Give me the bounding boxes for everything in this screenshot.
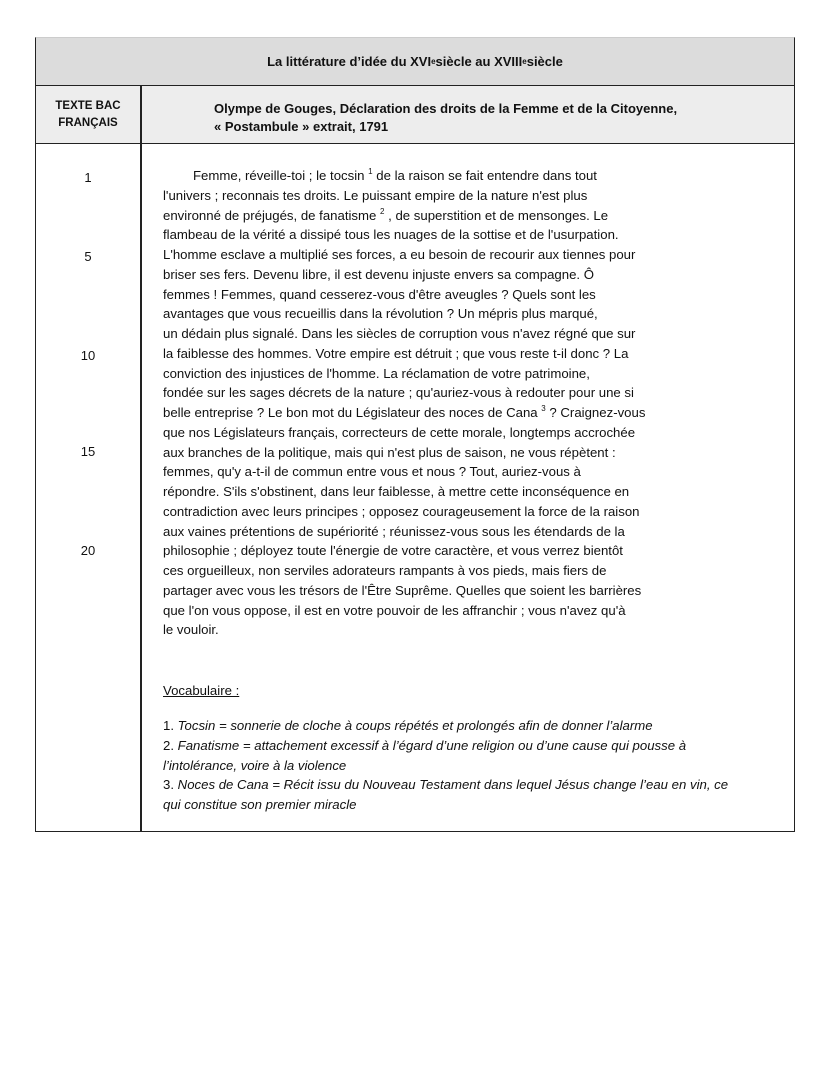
footnote-ref: 1 (368, 167, 373, 176)
footnote-ref: 3 (541, 404, 546, 413)
column-divider (140, 86, 142, 831)
vocabulary-item (163, 775, 783, 795)
line-number: 15 (80, 444, 96, 459)
reference-line-1: Olympe de Gouges, Déclaration des droits de la Femme et de la Citoyenne, (214, 101, 678, 116)
excerpt-line: conviction des injustices de l'homme. La réclamation de votre patrimoine, (163, 365, 590, 381)
vocabulary-definition: Tocsin = sonnerie de cloche à coups répétés et prolongés afin de donner l’alarme (177, 718, 653, 733)
excerpt-line: un dédain plus signalé. Dans les siècles de corruption vous n'avez régné que sur (163, 326, 636, 341)
line-number: 10 (80, 348, 96, 363)
excerpt-line: fondée sur les sages décrets de la nature ; qu'auriez-vous à redouter pour une si (163, 385, 634, 401)
document-table (35, 37, 795, 832)
excerpt-line: l'univers ; reconnais tes droits. Le puissant empire de la nature n'est plus (163, 187, 588, 203)
vocabulary-item (163, 736, 783, 756)
excerpt-line: aux branches de la politique, mais qui n'est plus de saison, ne vous répètent : (163, 444, 616, 460)
vocabulary-heading: Vocabulaire : (163, 683, 240, 698)
title-suffix: siècle (526, 54, 563, 69)
vocabulary-item (163, 716, 783, 736)
vocabulary-definition: l’intolérance, voire à la violence (163, 757, 347, 773)
excerpt-segment: belle entreprise ? Le bon mot du Législateur des noces de Cana (163, 405, 542, 420)
excerpt-segment: , de superstition et de mensonges. Le (384, 207, 609, 223)
title-superscript-2: e (522, 57, 527, 66)
title-middle: siècle au XVIII (435, 54, 523, 69)
text-label-line-2: FRANÇAIS (58, 116, 118, 129)
excerpt-line (163, 166, 763, 186)
excerpt-line: avantages que vous recueillis dans la révolution ? Un mépris plus marqué, (163, 306, 598, 322)
excerpt-line: répondre. S'ils s'obstinent, dans leur faiblesse, à mettre cette inconséquence en (163, 484, 630, 499)
excerpt-segment: environné de préjugés, de fanatisme (163, 207, 381, 223)
vocabulary-number: 2. (163, 737, 178, 753)
footnote-ref: 2 (380, 206, 385, 216)
excerpt-line: le vouloir. (163, 622, 219, 638)
text-label-line-1: TEXTE BAC (55, 99, 121, 112)
excerpt-line (163, 403, 763, 423)
vocabulary-definition: Noces de Cana = Récit issu du Nouveau Testament dans lequel Jésus change l’eau en vin, ce (177, 777, 729, 793)
excerpt-line: que l'on vous oppose, il est en votre pouvoir de les affranchir ; vous n'avez qu'à (163, 602, 626, 618)
vocabulary-number: 1. (163, 718, 178, 733)
excerpt-text (163, 166, 763, 640)
vocabulary-number: 3. (163, 777, 178, 793)
text-reference (214, 100, 774, 136)
title-prefix: La littérature d’idée du XVI (267, 54, 432, 69)
title-superscript-1: e (431, 57, 436, 66)
excerpt-line: femmes ! Femmes, quand cesserez-vous d'être aveugles ? Quels sont les (163, 286, 596, 302)
text-label (36, 86, 140, 143)
line-number: 1 (84, 170, 92, 185)
excerpt-segment: de la raison se fait entendre dans tout (372, 168, 597, 183)
excerpt-line: que nos Législateurs français, correcteurs de cette morale, longtemps accrochée (163, 424, 636, 440)
vocabulary-definition: Fanatisme = attachement excessif à l’égard d’une religion ou d’une cause qui pousse à (177, 737, 687, 753)
reference-line-2: « Postambule » extrait, 1791 (214, 119, 389, 134)
document-title (36, 38, 794, 86)
excerpt-segment: Femme, réveille-toi ; le tocsin (193, 168, 369, 183)
excerpt-line: briser ses fers. Devenu libre, il est devenu injuste envers sa compagne. Ô (163, 266, 595, 282)
line-number: 20 (80, 543, 96, 558)
excerpt-line: la faiblesse des hommes. Votre empire est détruit ; que vous reste t-il donc ? La (163, 345, 629, 361)
excerpt-line: partager avec vous les trésors de l'Être Suprême. Quelles que soient les barrières (163, 582, 642, 598)
excerpt-line: aux vaines prétentions de supériorité ; réunissez-vous sous les étendards de la (163, 523, 625, 539)
excerpt-line: flambeau de la vérité a dissipé tous les nuages de la sottise et de l'usurpation. (163, 227, 619, 243)
excerpt-line: L'homme esclave a multiplié ses forces, a eu besoin de recourir aux tiennes pour (163, 247, 636, 262)
excerpt-line: femmes, qu'y a-t-il de commun entre vous et nous ? Tout, auriez-vous à (163, 464, 581, 480)
excerpt-line (163, 206, 763, 226)
vocabulary-list (163, 716, 783, 815)
excerpt-line: ces orgueilleux, non serviles adorateurs rampants à vos pieds, mais fiers de (163, 563, 607, 578)
excerpt-segment: ? Craignez-vous (545, 405, 646, 420)
vocabulary-item-continuation (163, 756, 783, 776)
vocabulary-item-continuation (163, 795, 783, 815)
line-number: 5 (84, 249, 92, 264)
excerpt-line: contradiction avec leurs principes ; opposez courageusement la force de la raison (163, 503, 640, 519)
vocabulary-definition: qui constitue son premier miracle (163, 797, 357, 812)
excerpt-line: philosophie ; déployez toute l'énergie de votre caractère, et vous verrez bientôt (163, 543, 623, 559)
